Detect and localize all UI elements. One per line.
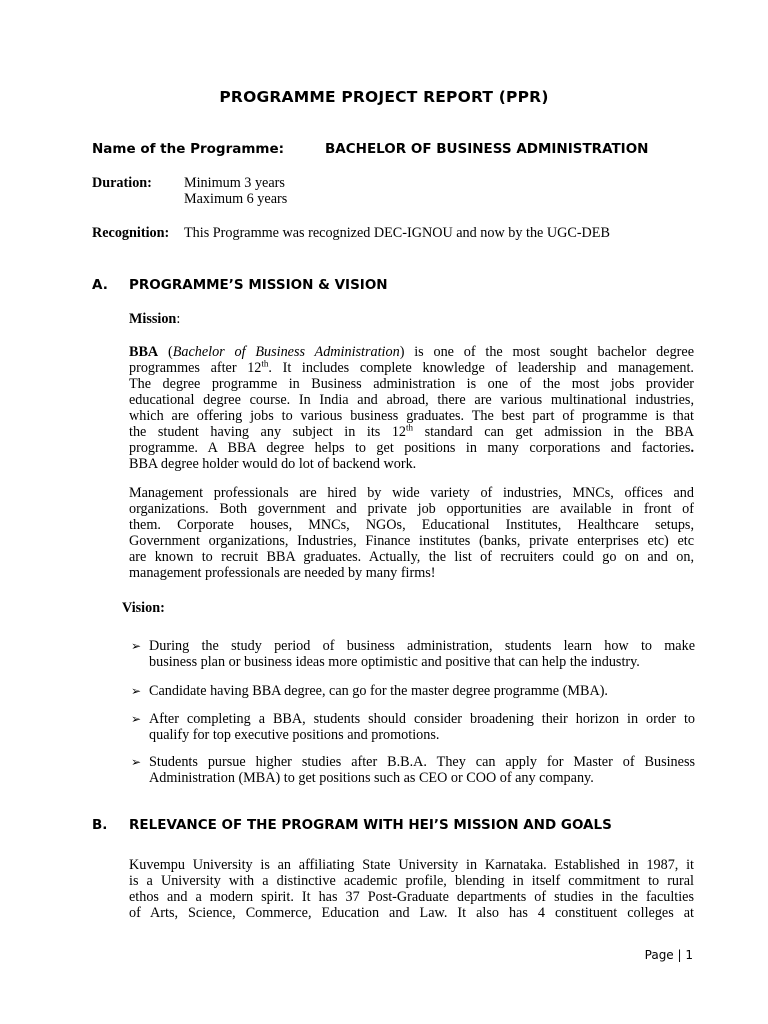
mission-line-1 [129,344,694,360]
bold-period: . [690,440,694,456]
programme-label: Name of the Programme: [92,141,285,157]
section-b-line-3: ethos and a modern spirit. It has 37 Post-Graduate departments of studies in the faculties [129,889,694,905]
mission-colon: : [176,311,181,327]
list-item-line: business plan or business ideas more optimistic and positive that can help the industry. [149,654,640,670]
page-number: Page | 1 [644,948,693,962]
section-b-line-1: Kuvempu University is an affiliating State University in Karnataka. Established in 1987, it [129,857,694,873]
mission-p2-line-1: Management professionals are hired by wide variety of industries, MNCs, offices and [129,485,694,501]
line-text: the student having any subject in its 12 [129,424,407,440]
list-item-line: qualify for top executive positions and promotions. [149,727,440,743]
section-a-heading: PROGRAMME’S MISSION & VISION [129,277,388,293]
list-item-line: During the study period of business administration, students learn how to make [149,638,695,654]
list-item-line: Candidate having BBA degree, can go for the master degree programme (MBA). [149,683,608,699]
bba-expansion: Bachelor of Business Administration [172,344,400,360]
arrow-bullet-icon: ➢ [131,684,142,698]
mission-heading [129,311,180,328]
arrow-bullet-icon: ➢ [131,639,142,653]
superscript: th [406,422,414,433]
line-text: standard can get admission in the BBA [413,424,694,440]
recognition-label: Recognition: [92,225,170,241]
section-b-marker: B. [92,817,108,833]
mission-line-5: which are offering jobs to various business graduates. The best part of programme is that [129,408,694,424]
page-title: PROGRAMME PROJECT REPORT (PPR) [219,88,549,106]
mission-p2-line-5: are known to recruit BBA graduates. Actually, the list of recruiters could go on and on, [129,549,694,565]
list-item-line: Administration (MBA) to get positions such as CEO or COO of any company. [149,770,594,786]
section-b-heading: RELEVANCE OF THE PROGRAM WITH HEI’S MISSION AND GOALS [129,817,612,833]
recognition-value: This Programme was recognized DEC-IGNOU and now by the UGC-DEB [184,225,610,241]
section-a-marker: A. [92,277,108,293]
section-b-line-4: of Arts, Science, Commerce, Education and Law. It also has 4 constituent colleges at [129,905,694,921]
section-b-paragraph [129,857,694,921]
section-b-line-2: is a University with a distinctive academic profile, blending in itself commitment to rural [129,873,694,889]
duration-max: Maximum 6 years [184,191,288,207]
line-text: programme. A BBA degree helps to get positions in many corporations and factories [129,440,691,456]
mission-p2-line-3: them. Corporate houses, MNCs, NGOs, Educational Institutes, Healthcare setups, [129,517,694,533]
mission-p2-line-6: management professionals are needed by many firms! [129,565,436,581]
mission-line-7 [129,440,694,456]
line-text: ) is one of the most sought bachelor degree [399,344,694,360]
duration-min: Minimum 3 years [184,175,285,191]
programme-value: BACHELOR OF BUSINESS ADMINISTRATION [325,141,649,157]
mission-line-2 [129,360,694,376]
mission-line-4: educational degree course. In India and abroad, there are various multinational industries, [129,392,694,408]
mission-line-6 [129,424,694,440]
mission-line-3: The degree programme in Business administration is one of the most jobs provider [129,376,694,392]
duration-label: Duration: [92,175,152,191]
arrow-bullet-icon: ➢ [131,712,142,726]
superscript: th [261,358,269,369]
mission-p2-line-2: organizations. Both government and private job opportunities are available in front of [129,501,694,517]
mission-line-8: BBA degree holder would do lot of backend work. [129,456,417,472]
mission-paragraph-2 [129,485,694,581]
mission-label: Mission [129,311,177,327]
paren-open: ( [158,344,173,360]
arrow-bullet-icon: ➢ [131,755,142,769]
line-text: . It includes complete knowledge of leadership and management. [268,360,694,376]
list-item-line: Students pursue higher studies after B.B.A. They can apply for Master of Business [149,754,695,770]
mission-paragraph-1 [129,344,694,472]
list-item-line: After completing a BBA, students should consider broadening their horizon in order to [149,711,695,727]
mission-p2-line-4: Government organizations, Industries, Finance institutes (banks, private enterprises etc) etc [129,533,694,549]
vision-label: Vision: [122,600,165,616]
bba-term: BBA [129,344,159,360]
line-text: programmes after 12 [129,360,262,376]
